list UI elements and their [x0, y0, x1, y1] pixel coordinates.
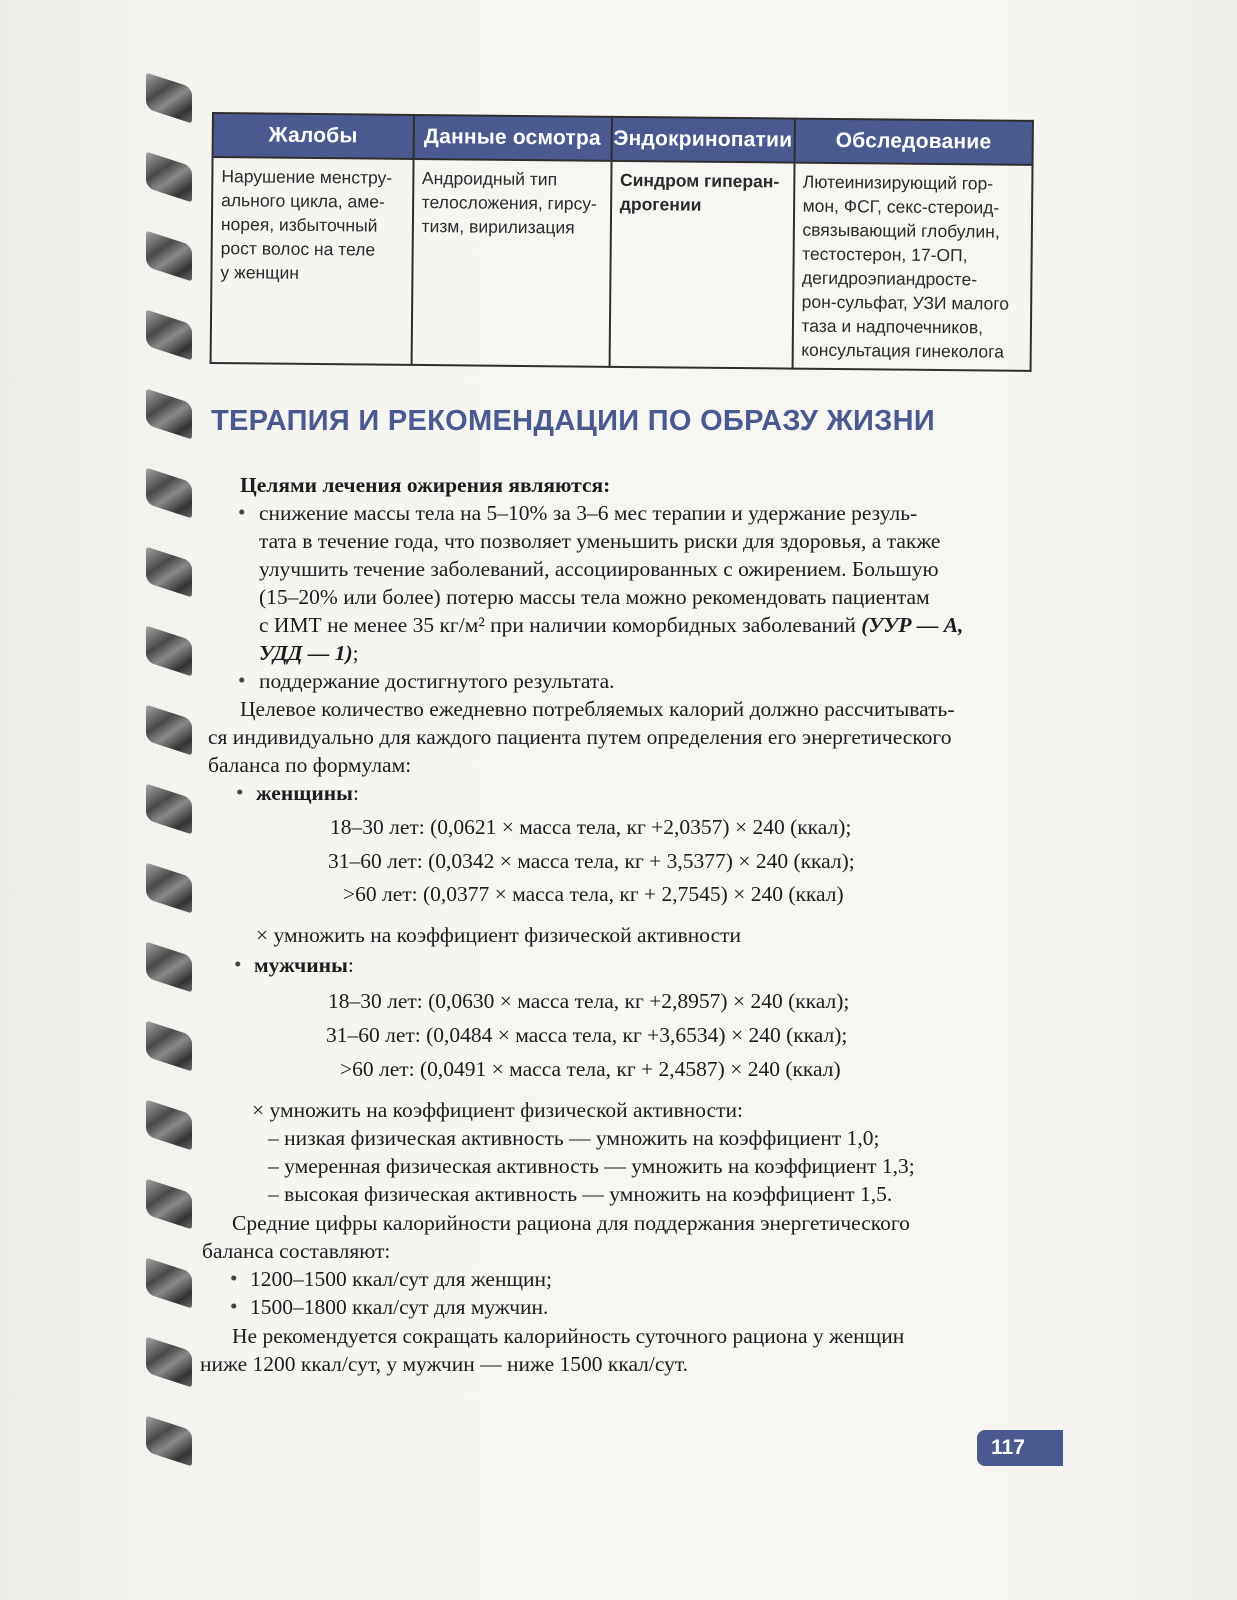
men-formula-18-30: 18–30 лет: (0,0630 × масса тела, кг +2,8957) × 240 (ккал);: [328, 989, 850, 1013]
average-men: 1500–1800 ккал/сут для мужчин.: [250, 1295, 549, 1319]
page-number: 117: [977, 1430, 1063, 1466]
goal-1-end: ;: [352, 641, 359, 665]
binding-ring: [146, 626, 192, 677]
bullet-marker: •: [230, 1266, 238, 1290]
binding-ring: [146, 547, 192, 598]
table-header-row: [213, 113, 1033, 165]
men-label: [254, 952, 354, 980]
goal-1-line-5: [259, 612, 963, 640]
average-women: 1200–1500 ккал/сут для женщин;: [250, 1267, 552, 1291]
men-activity-note: × умножить на коэффициент физической активности:: [252, 1098, 744, 1122]
binding-ring: [146, 310, 192, 361]
men-label-text: мужчины: [254, 953, 348, 977]
evidence-ref-2: УДД — 1): [259, 641, 353, 665]
cell-text: Синдром гиперан- дрогении: [619, 169, 780, 215]
section-heading: ТЕРАПИЯ И РЕКОМЕНДАЦИИ ПО ОБРАЗУ ЖИЗНИ: [211, 405, 935, 437]
table-header-complaints: Жалобы: [213, 113, 414, 159]
final-line-2: ниже 1200 ккал/сут, у мужчин — ниже 1500 ккал/сут.: [200, 1352, 689, 1376]
goal-1-line-5-text: с ИМТ не менее 35 кг/м² при наличии коморбидных заболеваний: [259, 613, 856, 637]
activity-high: – высокая физическая активность — умножить на коэффициент 1,5.: [268, 1182, 893, 1206]
goal-1-line-6: [259, 640, 359, 668]
goal-1-line-4: (15–20% или более) потерю массы тела можно рекомендовать пациентам: [259, 585, 930, 609]
men-colon: :: [347, 953, 354, 977]
women-colon: :: [352, 781, 359, 805]
table-cell-investigation: [792, 163, 1032, 371]
binding-ring: [146, 231, 192, 282]
table-header-endocrinopathies: Эндокринопатии: [611, 117, 794, 163]
table-cell-complaints: [211, 157, 414, 365]
binding-ring: [146, 389, 192, 440]
table-cell-endocrinopathies: [609, 161, 794, 369]
spiral-binding: [146, 80, 196, 1520]
binding-ring: [146, 705, 192, 756]
calories-intro-line-3: баланса по формулам:: [208, 753, 412, 777]
binding-ring: [146, 1337, 192, 1388]
binding-ring: [146, 152, 192, 203]
calories-intro-line-1: Целевое количество ежедневно потребляемых калорий должно рассчитывать-: [240, 697, 955, 721]
average-line-2: баланса составляют:: [202, 1239, 391, 1263]
cell-text: Нарушение менстру- ального цикла, аме- норея, избыточный рост волос на теле у женщин: [220, 166, 393, 283]
bullet-marker: •: [236, 780, 244, 804]
binding-ring: [146, 1416, 192, 1467]
women-formula-60-plus: >60 лет: (0,0377 × масса тела, кг + 2,7545) × 240 (ккал): [343, 882, 844, 906]
binding-ring: [146, 468, 192, 519]
table-header-examination: Данные осмотра: [413, 115, 612, 161]
women-label-text: женщины: [256, 781, 353, 805]
activity-low: – низкая физическая активность — умножить на коэффициент 1,0;: [268, 1126, 880, 1150]
bullet-marker: •: [238, 668, 246, 692]
women-activity-note: × умножить на коэффициент физической активности: [256, 923, 742, 947]
table-cell-examination: [411, 159, 611, 367]
bullet-marker: •: [238, 500, 246, 524]
bullet-marker: •: [230, 1294, 238, 1318]
binding-ring: [146, 784, 192, 835]
activity-moderate: – умеренная физическая активность — умножить на коэффициент 1,3;: [268, 1154, 915, 1178]
goal-1-line-3: улучшить течение заболеваний, ассоциированных с ожирением. Большую: [259, 557, 939, 581]
final-line-1: Не рекомендуется сокращать калорийность суточного рациона у женщин: [232, 1324, 905, 1348]
calories-intro-line-2: ся индивидуально для каждого пациента путем определения его энергетического: [208, 725, 952, 749]
diagnostic-table: [210, 112, 1034, 372]
women-label: [256, 780, 359, 808]
bullet-marker: •: [234, 952, 242, 976]
table-row: [211, 157, 1033, 371]
men-formula-60-plus: >60 лет: (0,0491 × масса тела, кг + 2,4587) × 240 (ккал): [340, 1057, 841, 1081]
binding-ring: [146, 73, 192, 124]
binding-ring: [146, 863, 192, 914]
cell-text: Лютеинизирующий гор- мон, ФСГ, секс-стероид- связывающий глобулин, тестостерон, 17-ОП, дегидроэпиандросте- рон-сульфат, УЗИ малого таза и надпочечников, консультация гинеколога: [801, 171, 1010, 362]
goal-1-line-2: тата в течение года, что позволяет уменьшить риски для здоровья, а также: [259, 529, 941, 553]
average-line-1: Средние цифры калорийности рациона для поддержания энергетического: [232, 1211, 910, 1235]
goals-title: Целями лечения ожирения являются:: [240, 473, 611, 497]
table-header-investigation: Обследование: [794, 119, 1033, 165]
women-formula-31-60: 31–60 лет: (0,0342 × масса тела, кг + 3,5377) × 240 (ккал);: [328, 849, 855, 873]
goal-2: поддержание достигнутого результата.: [259, 669, 615, 693]
binding-ring: [146, 1021, 192, 1072]
cell-text: Андроидный тип телосложения, гирсу- тизм, вирилизация: [421, 168, 597, 238]
binding-ring: [146, 1258, 192, 1309]
evidence-ref-1: (УУР — А,: [861, 613, 964, 637]
binding-ring: [146, 942, 192, 993]
men-formula-31-60: 31–60 лет: (0,0484 × масса тела, кг +3,6534) × 240 (ккал);: [326, 1023, 848, 1047]
goal-1-line-1: снижение массы тела на 5–10% за 3–6 мес терапии и удержание резуль-: [259, 501, 918, 525]
binding-ring: [146, 1179, 192, 1230]
women-formula-18-30: 18–30 лет: (0,0621 × масса тела, кг +2,0357) × 240 (ккал);: [330, 815, 852, 839]
binding-ring: [146, 1100, 192, 1151]
